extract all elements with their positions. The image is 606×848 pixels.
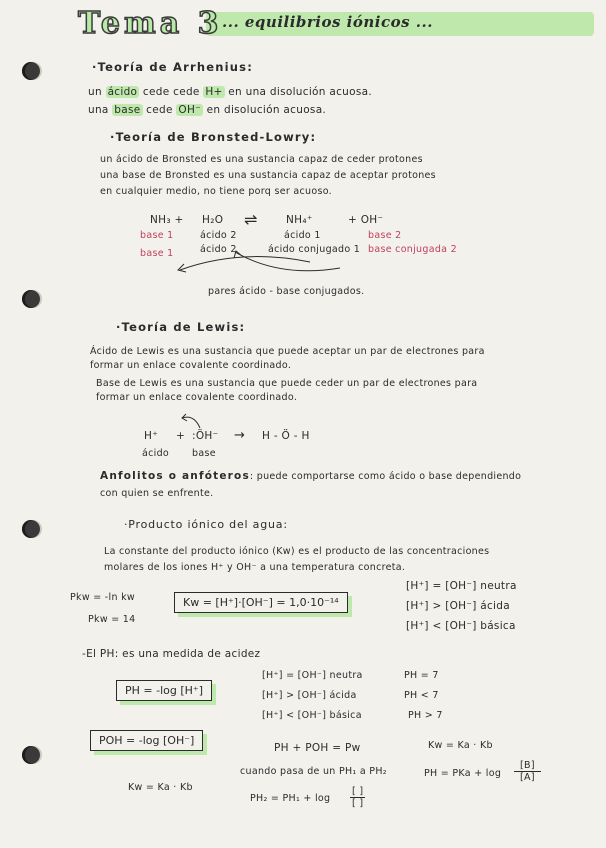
producto-def2: molares de los iones H⁺ y OH⁻ a una temperatura concreta. [104,562,406,573]
label-base1-bottom: base 1 [140,248,174,259]
punch-hole [22,290,40,308]
ph-heading: -El PH: es una medida de acidez [82,648,261,660]
kw-relation-acida: [H⁺] > [OH⁻] ácida [406,600,510,612]
label-base-conjugada: base conjugada 2 [368,244,457,255]
producto-heading: ·Producto iónico del agua: [124,518,288,531]
ph-relation-basica: [H⁺] < [OH⁻] básica [262,710,362,721]
lewis-base-line2: formar un enlace covalente coordinado. [96,392,298,403]
page-title: Tema 3 [78,6,223,41]
ph-value-neutra: PH = 7 [404,670,439,681]
conjugate-arrows-icon [170,250,350,280]
kw-ka-kb-right: Kw = Ka · Kb [428,740,493,751]
label-acido2-bottom: ácido 2 [200,244,237,255]
label-acido2: ácido 2 [200,230,237,241]
ph-change-note: cuando pasa de un PH₁ a PH₂ [240,766,387,777]
lewis-eq-oh: :ÖH⁻ [192,430,219,442]
arrhenius-line2: una base cede OH⁻ en disolución acuosa. [88,104,327,116]
eq-nh4: NH₄⁺ [286,214,313,226]
kw-relation-neutra: [H⁺] = [OH⁻] neutra [406,580,517,592]
lewis-acid-line1: Ácido de Lewis es una sustancia que puede aceptar un par de electrones para [90,346,485,357]
lewis-heading: ·Teoría de Lewis: [116,320,246,334]
label-acido-conjugado: ácido conjugado 1 [268,244,361,255]
poh-formula-box: POH = -log [OH⁻] [90,730,203,751]
pares-conjugados: pares ácido - base conjugados. [208,286,365,297]
pkw-value: Pkw = 14 [88,614,136,625]
equilibrium-arrow-icon: ⇌ [244,210,258,229]
arrhenius-line1: un ácido cede cede H+ en una disolución acuosa. [88,86,372,98]
eq-oh: + OH⁻ [348,214,384,226]
bronsted-line1: un ácido de Bronsted es una sustancia capaz de ceder protones [100,154,423,165]
lewis-base-line1: Base de Lewis es una sustancia que puede ceder un par de electrones para [96,378,478,389]
bronsted-line3: en cualquier medio, no tiene porq ser acuoso. [100,186,332,197]
page-subtitle: ... equilibrios iónicos ... [222,13,433,31]
ph-relation-acida: [H⁺] > [OH⁻] ácida [262,690,357,701]
lewis-label-acido: ácido [142,448,170,459]
label-base2: base 2 [368,230,402,241]
ph2-formula: PH₂ = PH₁ + log [250,793,331,804]
lewis-arrow-icon: → [234,428,246,443]
punch-hole [22,62,40,80]
label-base1-top: base 1 [140,230,174,241]
kw-relation-basica: [H⁺] < [OH⁻] básica [406,620,516,632]
pkw-formula: Pkw = -ln kw [70,592,135,603]
lewis-acid-line2: formar un enlace covalente coordinado. [90,360,292,371]
eq-h2o: H₂O [202,214,224,226]
ph-poh-sum: PH + POH = Pw [274,742,361,754]
eq-nh3: NH₃ + [150,214,184,226]
henderson-formula: PH = PKa + log [424,768,502,779]
punch-hole [22,520,40,538]
ph-formula-box: PH = -log [H⁺] [116,680,212,701]
kw-ka-kb-left: Kw = Ka · Kb [128,782,193,793]
henderson-fraction: [B] [A] [514,760,541,783]
ph-relation-neutra: [H⁺] = [OH⁻] neutra [262,670,363,681]
kw-formula-box: Kw = [H⁺]·[OH⁻] = 1,0·10⁻¹⁴ [174,592,348,613]
arrhenius-heading: ·Teoría de Arrhenius: [92,60,253,74]
ph-value-basica: PH > 7 [408,710,443,721]
producto-def1: La constante del producto iónico (Kw) es el producto de las concentraciones [104,546,490,557]
bronsted-heading: ·Teoría de Bronsted-Lowry: [110,130,317,144]
lewis-eq-plus: + [176,430,186,442]
lewis-eq-h: H⁺ [144,430,159,442]
anfoteros-line1: Anfolitos o anfóteros: puede comportarse como ácido o base dependiendo [100,470,522,482]
ph2-fraction: [ ] [ ] [352,786,364,809]
bronsted-line2: una base de Bronsted es una sustancia capaz de aceptar protones [100,170,436,181]
curved-arrow-icon [180,412,204,430]
lewis-eq-product: H - Ö - H [262,430,310,442]
anfoteros-line2: con quien se enfrente. [100,488,214,499]
punch-hole [22,746,40,764]
ph-value-acida: PH < 7 [404,690,439,701]
lewis-label-base: base [192,448,216,459]
label-acido1: ácido 1 [284,230,321,241]
